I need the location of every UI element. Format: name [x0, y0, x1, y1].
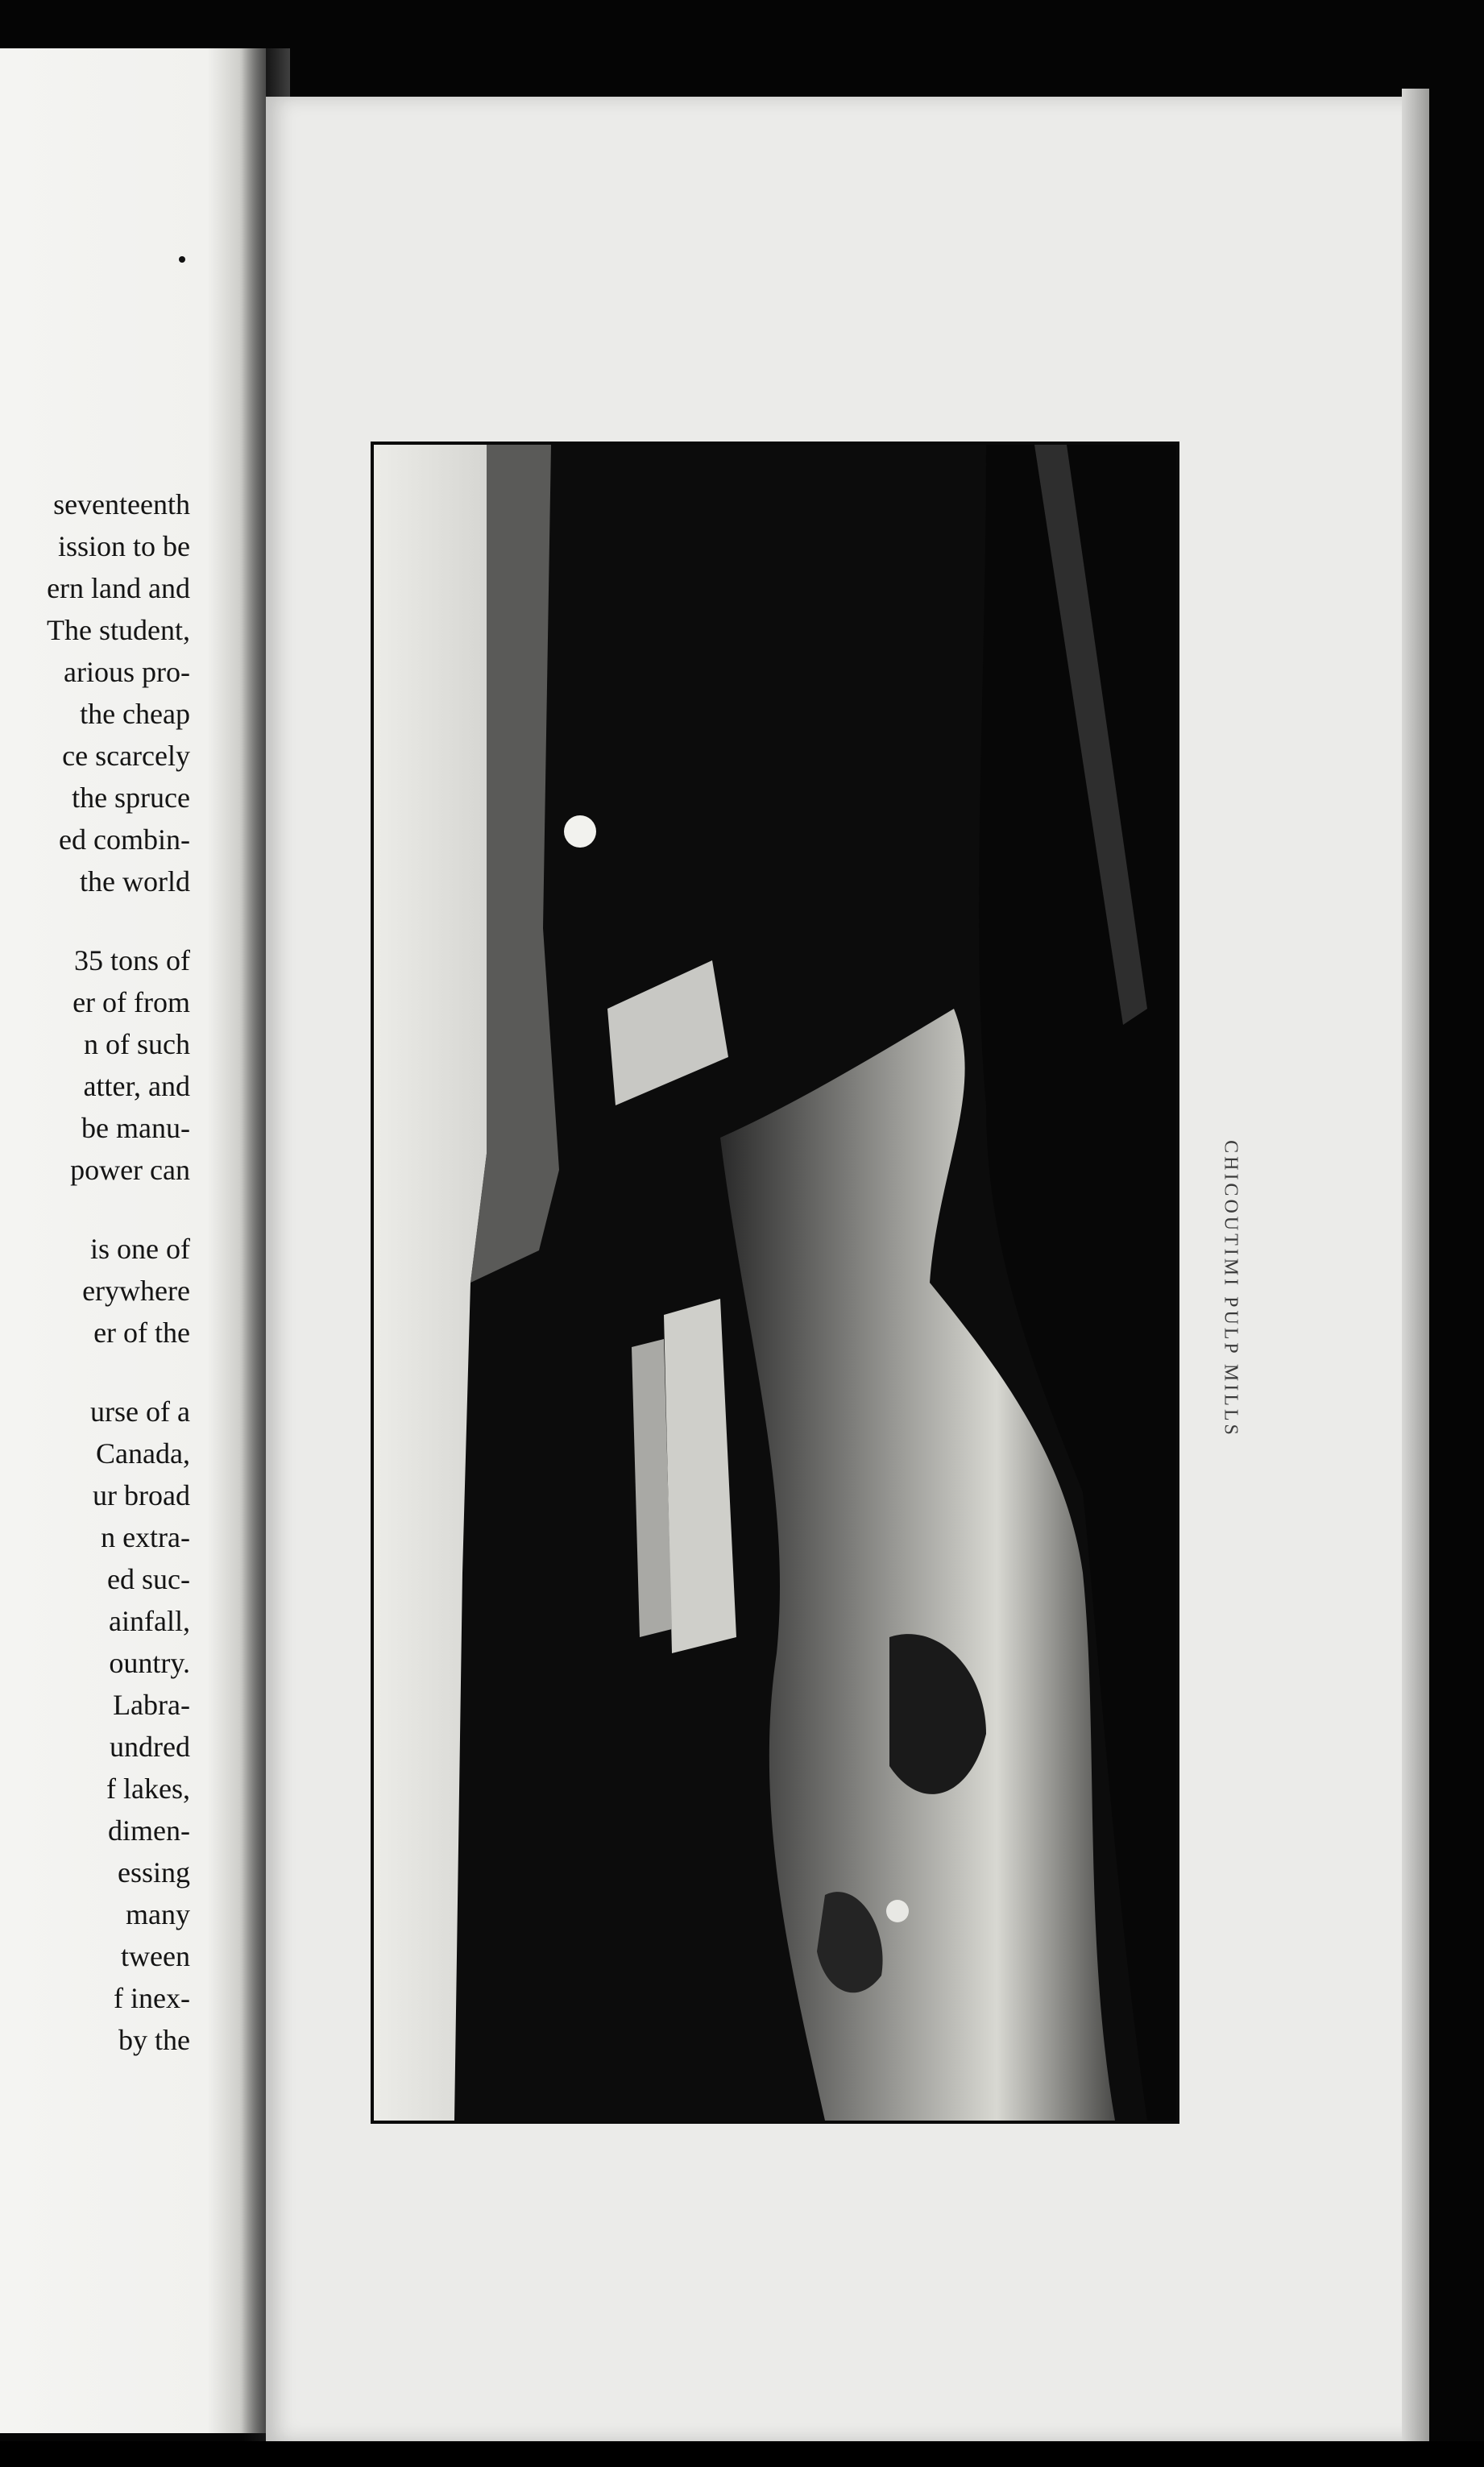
text-line: erywhere [82, 1275, 190, 1307]
text-line: urse of a [90, 1395, 190, 1428]
ink-dot [179, 256, 185, 263]
text-line: f inex- [114, 1982, 190, 2014]
highlight-spot [564, 815, 596, 848]
text-line: er of from [73, 986, 190, 1018]
text-line: n extra- [101, 1521, 190, 1553]
text-line: ur broad [93, 1479, 190, 1511]
text-line: be manu- [81, 1112, 190, 1144]
text-line: ountry. [109, 1647, 190, 1679]
text-line: ce scarcely [62, 740, 190, 772]
text-line: by the [118, 2024, 190, 2056]
text-line: many [126, 1898, 190, 1930]
halftone-photograph [371, 442, 1179, 2124]
text-line: tween [121, 1940, 190, 1972]
text-line: the world [80, 865, 190, 898]
text-line: Canada, [96, 1437, 190, 1470]
text-line: dimen- [108, 1814, 190, 1847]
paragraph [0, 1228, 190, 1354]
text-line: undred [110, 1731, 190, 1763]
page-edge [1402, 89, 1429, 2449]
text-line: ission to be [57, 530, 190, 562]
left-page-text [0, 483, 190, 2098]
text-line: ed suc- [107, 1563, 190, 1595]
text-line: the cheap [80, 698, 190, 730]
text-line: the spruce [72, 782, 190, 814]
paragraph [0, 1391, 190, 2061]
text-line: 35 tons of [74, 944, 190, 976]
left-page [0, 48, 266, 2433]
photograph-rotated [374, 445, 1176, 2121]
text-line: Labra- [113, 1689, 190, 1721]
text-line: ainfall, [109, 1605, 190, 1637]
text-line: ern land and [47, 572, 190, 604]
paragraph [0, 483, 190, 902]
text-line: The student, [47, 614, 190, 646]
text-line: essing [118, 1856, 190, 1889]
text-line: er of the [93, 1316, 190, 1349]
text-line: power can [70, 1154, 190, 1186]
text-line: seventeenth [53, 488, 190, 520]
text-line: atter, and [83, 1070, 190, 1102]
paragraph [0, 939, 190, 1191]
text-line: arious pro- [64, 656, 190, 688]
highlight-spot [886, 1900, 909, 1922]
text-line: f lakes, [106, 1773, 190, 1805]
text-line: ed combin- [59, 823, 190, 856]
text-line: is one of [90, 1233, 190, 1265]
text-line: n of such [84, 1028, 190, 1060]
scan-border [0, 2441, 1484, 2467]
photo-caption: CHICOUTIMI PULP MILLS [1220, 1140, 1242, 1438]
